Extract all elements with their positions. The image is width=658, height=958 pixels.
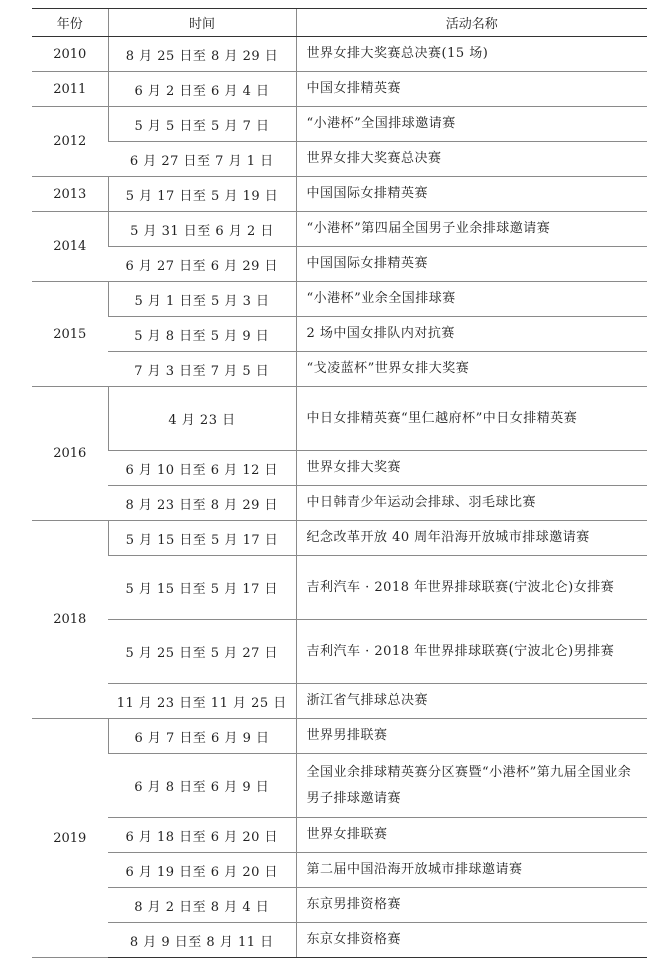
time-cell: 5 月 1 日至 5 月 3 日 [108,282,296,317]
time-cell: 7 月 3 日至 7 月 5 日 [108,352,296,387]
table-header [32,9,647,37]
time-cell: 8 月 23 日至 8 月 29 日 [108,486,296,521]
table-row [32,818,647,853]
table-row [32,620,647,684]
table-row [32,37,647,72]
time-cell: 6 月 19 日至 6 月 20 日 [108,853,296,888]
year-cell: 2011 [32,72,108,107]
events-table [32,8,647,958]
event-name-cell: 2 场中国女排队内对抗赛 [296,317,647,352]
event-name-cell: 世界女排大奖赛总决赛(15 场) [296,37,647,72]
header-row [32,9,647,37]
time-cell: 6 月 27 日至 7 月 1 日 [108,142,296,177]
year-cell: 2013 [32,177,108,212]
event-name-cell: 吉利汽车 · 2018 年世界排球联赛(宁波北仑)男排赛 [296,620,647,684]
year-cell: 2010 [32,37,108,72]
time-cell: 6 月 8 日至 6 月 9 日 [108,754,296,818]
time-cell: 5 月 8 日至 5 月 9 日 [108,317,296,352]
table-row [32,486,647,521]
table-row [32,888,647,923]
header-year: 年份 [32,9,108,37]
time-cell: 6 月 10 日至 6 月 12 日 [108,451,296,486]
event-name-cell: 纪念改革开放 40 周年沿海开放城市排球邀请赛 [296,521,647,556]
table-row [32,282,647,317]
time-cell: 4 月 23 日 [108,387,296,451]
table-row [32,521,647,556]
event-name-cell: 东京女排资格赛 [296,923,647,958]
table-row [32,142,647,177]
event-name-cell: 中国女排精英赛 [296,72,647,107]
time-cell: 8 月 2 日至 8 月 4 日 [108,888,296,923]
year-cell: 2018 [32,521,108,719]
table-row [32,387,647,451]
time-cell: 5 月 25 日至 5 月 27 日 [108,620,296,684]
time-cell: 5 月 15 日至 5 月 17 日 [108,556,296,620]
time-cell: 5 月 5 日至 5 月 7 日 [108,107,296,142]
time-cell: 6 月 2 日至 6 月 4 日 [108,72,296,107]
year-cell: 2015 [32,282,108,387]
time-cell: 5 月 15 日至 5 月 17 日 [108,521,296,556]
year-cell: 2012 [32,107,108,177]
event-name-cell: 中国国际女排精英赛 [296,177,647,212]
event-name-cell: 东京男排资格赛 [296,888,647,923]
table-row [32,212,647,247]
year-cell: 2019 [32,719,108,958]
event-name-cell: 世界女排联赛 [296,818,647,853]
events-table-container [32,8,647,958]
event-name-cell: 浙江省气排球总决赛 [296,684,647,719]
table-row [32,719,647,754]
event-name-cell: “小港杯”全国排球邀请赛 [296,107,647,142]
table-row [32,72,647,107]
event-name-cell: “小港杯”业余全国排球赛 [296,282,647,317]
event-name-cell: 中日韩青少年运动会排球、羽毛球比赛 [296,486,647,521]
header-time: 时间 [108,9,296,37]
time-cell: 8 月 25 日至 8 月 29 日 [108,37,296,72]
year-cell: 2014 [32,212,108,282]
time-cell: 8 月 9 日至 8 月 11 日 [108,923,296,958]
event-name-cell: 世界女排大奖赛 [296,451,647,486]
time-cell: 5 月 17 日至 5 月 19 日 [108,177,296,212]
time-cell: 5 月 31 日至 6 月 2 日 [108,212,296,247]
event-name-cell: 中国国际女排精英赛 [296,247,647,282]
table-row [32,556,647,620]
table-row [32,177,647,212]
table-row [32,107,647,142]
year-cell: 2016 [32,387,108,521]
table-row [32,923,647,958]
header-event-name: 活动名称 [296,9,647,37]
event-name-cell: 吉利汽车 · 2018 年世界排球联赛(宁波北仑)女排赛 [296,556,647,620]
time-cell: 11 月 23 日至 11 月 25 日 [108,684,296,719]
table-row [32,247,647,282]
time-cell: 6 月 7 日至 6 月 9 日 [108,719,296,754]
table-row [32,317,647,352]
table-row [32,853,647,888]
event-name-cell: 世界女排大奖赛总决赛 [296,142,647,177]
event-name-cell: “小港杯”第四届全国男子业余排球邀请赛 [296,212,647,247]
event-name-cell: 世界男排联赛 [296,719,647,754]
table-row [32,352,647,387]
table-body [32,37,647,958]
event-name-cell: 中日女排精英赛“里仁越府杯”中日女排精英赛 [296,387,647,451]
event-name-cell: “戈凌蓝杯”世界女排大奖赛 [296,352,647,387]
time-cell: 6 月 27 日至 6 月 29 日 [108,247,296,282]
event-name-cell: 第二届中国沿海开放城市排球邀请赛 [296,853,647,888]
table-row [32,754,647,818]
table-row [32,451,647,486]
table-row [32,684,647,719]
time-cell: 6 月 18 日至 6 月 20 日 [108,818,296,853]
event-name-cell: 全国业余排球精英赛分区赛暨“小港杯”第九届全国业余男子排球邀请赛 [296,754,647,818]
